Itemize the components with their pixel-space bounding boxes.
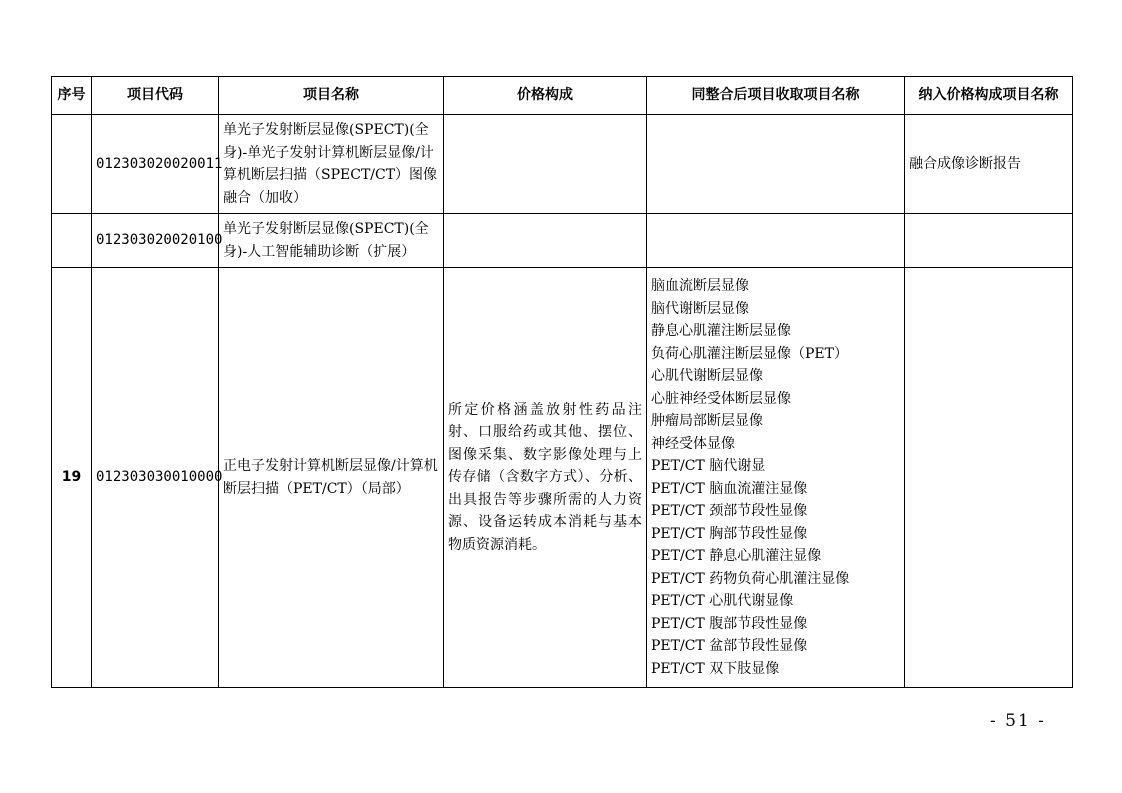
charge-item: 脑代谢断层显像 (651, 300, 749, 317)
table-header-row (52, 77, 1073, 115)
charge-item: PET/CT 胸部节段性显像 (651, 525, 808, 542)
charge-item: 心肌代谢断层显像 (651, 368, 763, 384)
charge-item: PET/CT 颈部节段性显像 (651, 503, 808, 519)
charge-item: 神经受体显像 (651, 435, 735, 452)
row-name: 单光子发射断层显像(SPECT)(全身)-单光子发射计算机断层显像/计算机断层扫描（SPECT/CT）图像融合（加收） (219, 115, 444, 214)
charge-item: PET/CT 静息心肌灌注显像 (651, 548, 822, 564)
row-price (444, 214, 647, 268)
header-included-items: 纳入价格构成项目名称 (905, 77, 1073, 115)
charge-item: PET/CT 脑血流灌注显像 (651, 480, 808, 497)
row-name: 单光子发射断层显像(SPECT)(全身)-人工智能辅助诊断（扩展） (219, 214, 444, 268)
header-seq: 序号 (52, 77, 92, 115)
row-price: 所定价格涵盖放射性药品注射、口服给药或其他、摆位、图像采集、数字影像处理与上传存储（含数字方式）、分析、出具报告等步骤所需的人力资源、设备运转成本消耗与基本物质资源消耗。 (444, 268, 647, 688)
charge-item: PET/CT 双下肢显像 (651, 660, 780, 677)
table-row (52, 214, 1073, 268)
charge-item: PET/CT 药物负荷心肌灌注显像 (651, 570, 850, 587)
header-charge-items: 同整合后项目收取项目名称 (647, 77, 905, 115)
header-code: 项目代码 (92, 77, 219, 115)
charge-item: PET/CT 心肌代谢显像 (651, 593, 794, 609)
row-code: 012303020020011 (92, 115, 219, 214)
charge-item: PET/CT 脑代谢显 (651, 458, 766, 474)
row-included-items (905, 268, 1073, 688)
charge-item: PET/CT 腹部节段性显像 (651, 615, 808, 632)
header-name: 项目名称 (219, 77, 444, 115)
row-charge-items (647, 214, 905, 268)
page-number: - 51 - (990, 711, 1046, 731)
row-name: 正电子发射计算机断层显像/计算机断层扫描（PET/CT）（局部） (219, 268, 444, 688)
charge-item: 负荷心肌灌注断层显像（PET） (651, 345, 848, 362)
pricing-table (51, 76, 1073, 688)
row-seq (52, 214, 92, 268)
row-code: 012303020020100 (92, 214, 219, 268)
row-charge-items (647, 115, 905, 214)
charge-item: 静息心肌灌注断层显像 (651, 323, 791, 339)
row-charge-items (647, 268, 905, 688)
charge-item: 脑血流断层显像 (651, 278, 749, 294)
charge-item: PET/CT 盆部节段性显像 (651, 638, 808, 654)
row-price (444, 115, 647, 214)
row-code: 012303030010000 (92, 268, 219, 688)
charge-item: 肿瘤局部断层显像 (651, 413, 763, 429)
charge-item: 心脏神经受体断层显像 (651, 390, 791, 407)
row-seq: 19 (52, 268, 92, 688)
row-included-items: 融合成像诊断报告 (905, 115, 1073, 214)
row-included-items (905, 214, 1073, 268)
table-row (52, 268, 1073, 688)
table-row (52, 115, 1073, 214)
row-seq (52, 115, 92, 214)
header-price: 价格构成 (444, 77, 647, 115)
